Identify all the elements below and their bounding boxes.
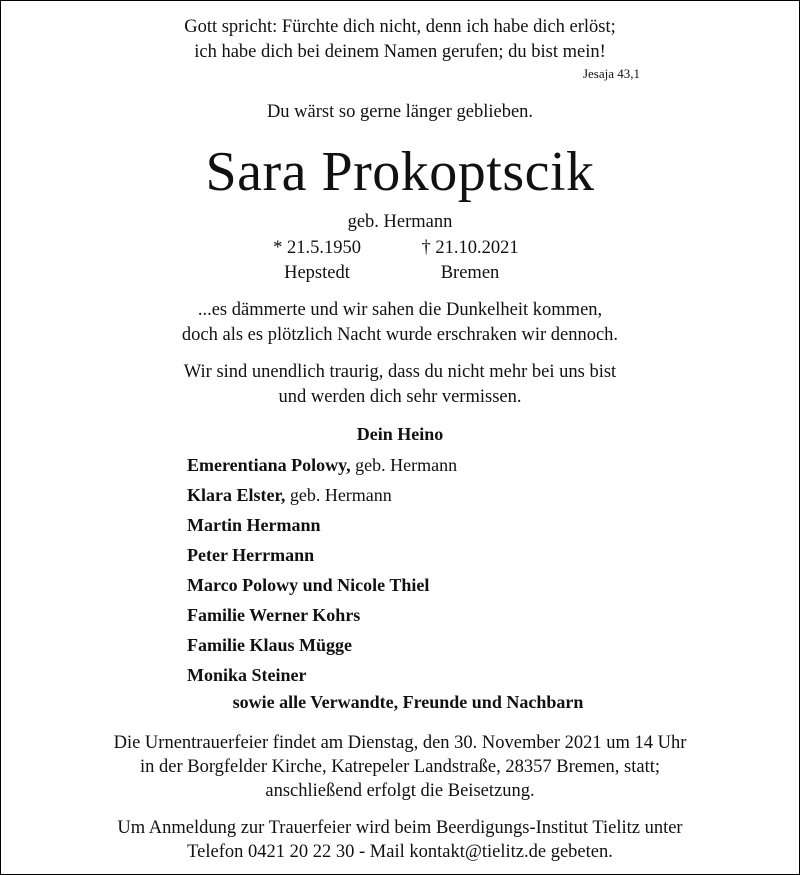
mourner-row bbox=[187, 515, 320, 536]
sorrow-line-2: und werden dich sehr vermissen. bbox=[278, 387, 522, 407]
ceremony-line-1: Die Urnentrauerfeier findet am Dienstag, den 30. November 2021 um 14 Uhr bbox=[113, 733, 687, 753]
mourner-row bbox=[187, 485, 392, 506]
verse-line-1: Gott spricht: Fürchte dich nicht, denn ich habe dich erlöst; bbox=[184, 17, 616, 37]
quote-line-2: doch als es plötzlich Nacht wurde erschraken wir dennoch. bbox=[181, 325, 619, 345]
registration-line-1: Um Anmeldung zur Trauerfeier wird beim Beerdigungs-Institut Tielitz unter bbox=[117, 818, 683, 838]
mourner-row bbox=[187, 575, 429, 596]
mourner-name: Peter Herrmann bbox=[187, 545, 315, 565]
mourner-lead: Dein Heino bbox=[356, 424, 444, 444]
sorrow-line-1: Wir sind unendlich traurig, dass du nicht mehr bei uns bist bbox=[183, 362, 617, 382]
maiden-name: geb. Hermann bbox=[347, 212, 453, 232]
mourner-maiden-name: geb. Hermann bbox=[285, 485, 392, 505]
mourner-name: Monika Steiner bbox=[187, 665, 307, 685]
mourner-name: Familie Klaus Mügge bbox=[187, 635, 352, 655]
birth-place: Hepstedt bbox=[284, 263, 350, 283]
mourner-name: Emerentiana Polowy, bbox=[187, 455, 351, 475]
verse-line-2: ich habe dich bei deinem Namen gerufen; du bist mein! bbox=[194, 42, 606, 62]
mourner-row bbox=[187, 455, 457, 476]
mourner-name: Familie Werner Kohrs bbox=[187, 605, 361, 625]
mourner-closing: sowie alle Verwandte, Freunde und Nachbarn bbox=[232, 692, 584, 712]
death-place: Bremen bbox=[440, 263, 500, 283]
registration-line-2: Telefon 0421 20 22 30 - Mail kontakt@tielitz.de gebeten. bbox=[187, 842, 613, 862]
birth-date: * 21.5.1950 bbox=[273, 238, 361, 258]
mourner-name: Klara Elster, bbox=[187, 485, 286, 505]
ceremony-line-2: in der Borgfelder Kirche, Katrepeler Landstraße, 28357 Bremen, statt; bbox=[139, 757, 661, 777]
intro-line: Du wärst so gerne länger geblieben. bbox=[266, 102, 534, 122]
death-date: † 21.10.2021 bbox=[421, 238, 519, 258]
mourner-row bbox=[187, 665, 307, 686]
verse-source: Jesaja 43,1 bbox=[582, 66, 640, 81]
ceremony-line-3: anschließend erfolgt die Beisetzung. bbox=[265, 781, 535, 801]
mourner-row bbox=[187, 545, 314, 566]
mourner-name: Marco Polowy und Nicole Thiel bbox=[187, 575, 430, 595]
deceased-name: Sara Prokoptscik bbox=[205, 141, 595, 203]
mourner-row bbox=[187, 635, 352, 656]
quote-line-1: ...es dämmerte und wir sahen die Dunkelheit kommen, bbox=[197, 300, 603, 320]
mourner-maiden-name: geb. Hermann bbox=[350, 455, 458, 475]
mourner-row bbox=[187, 605, 360, 626]
mourner-name: Martin Hermann bbox=[187, 515, 321, 535]
